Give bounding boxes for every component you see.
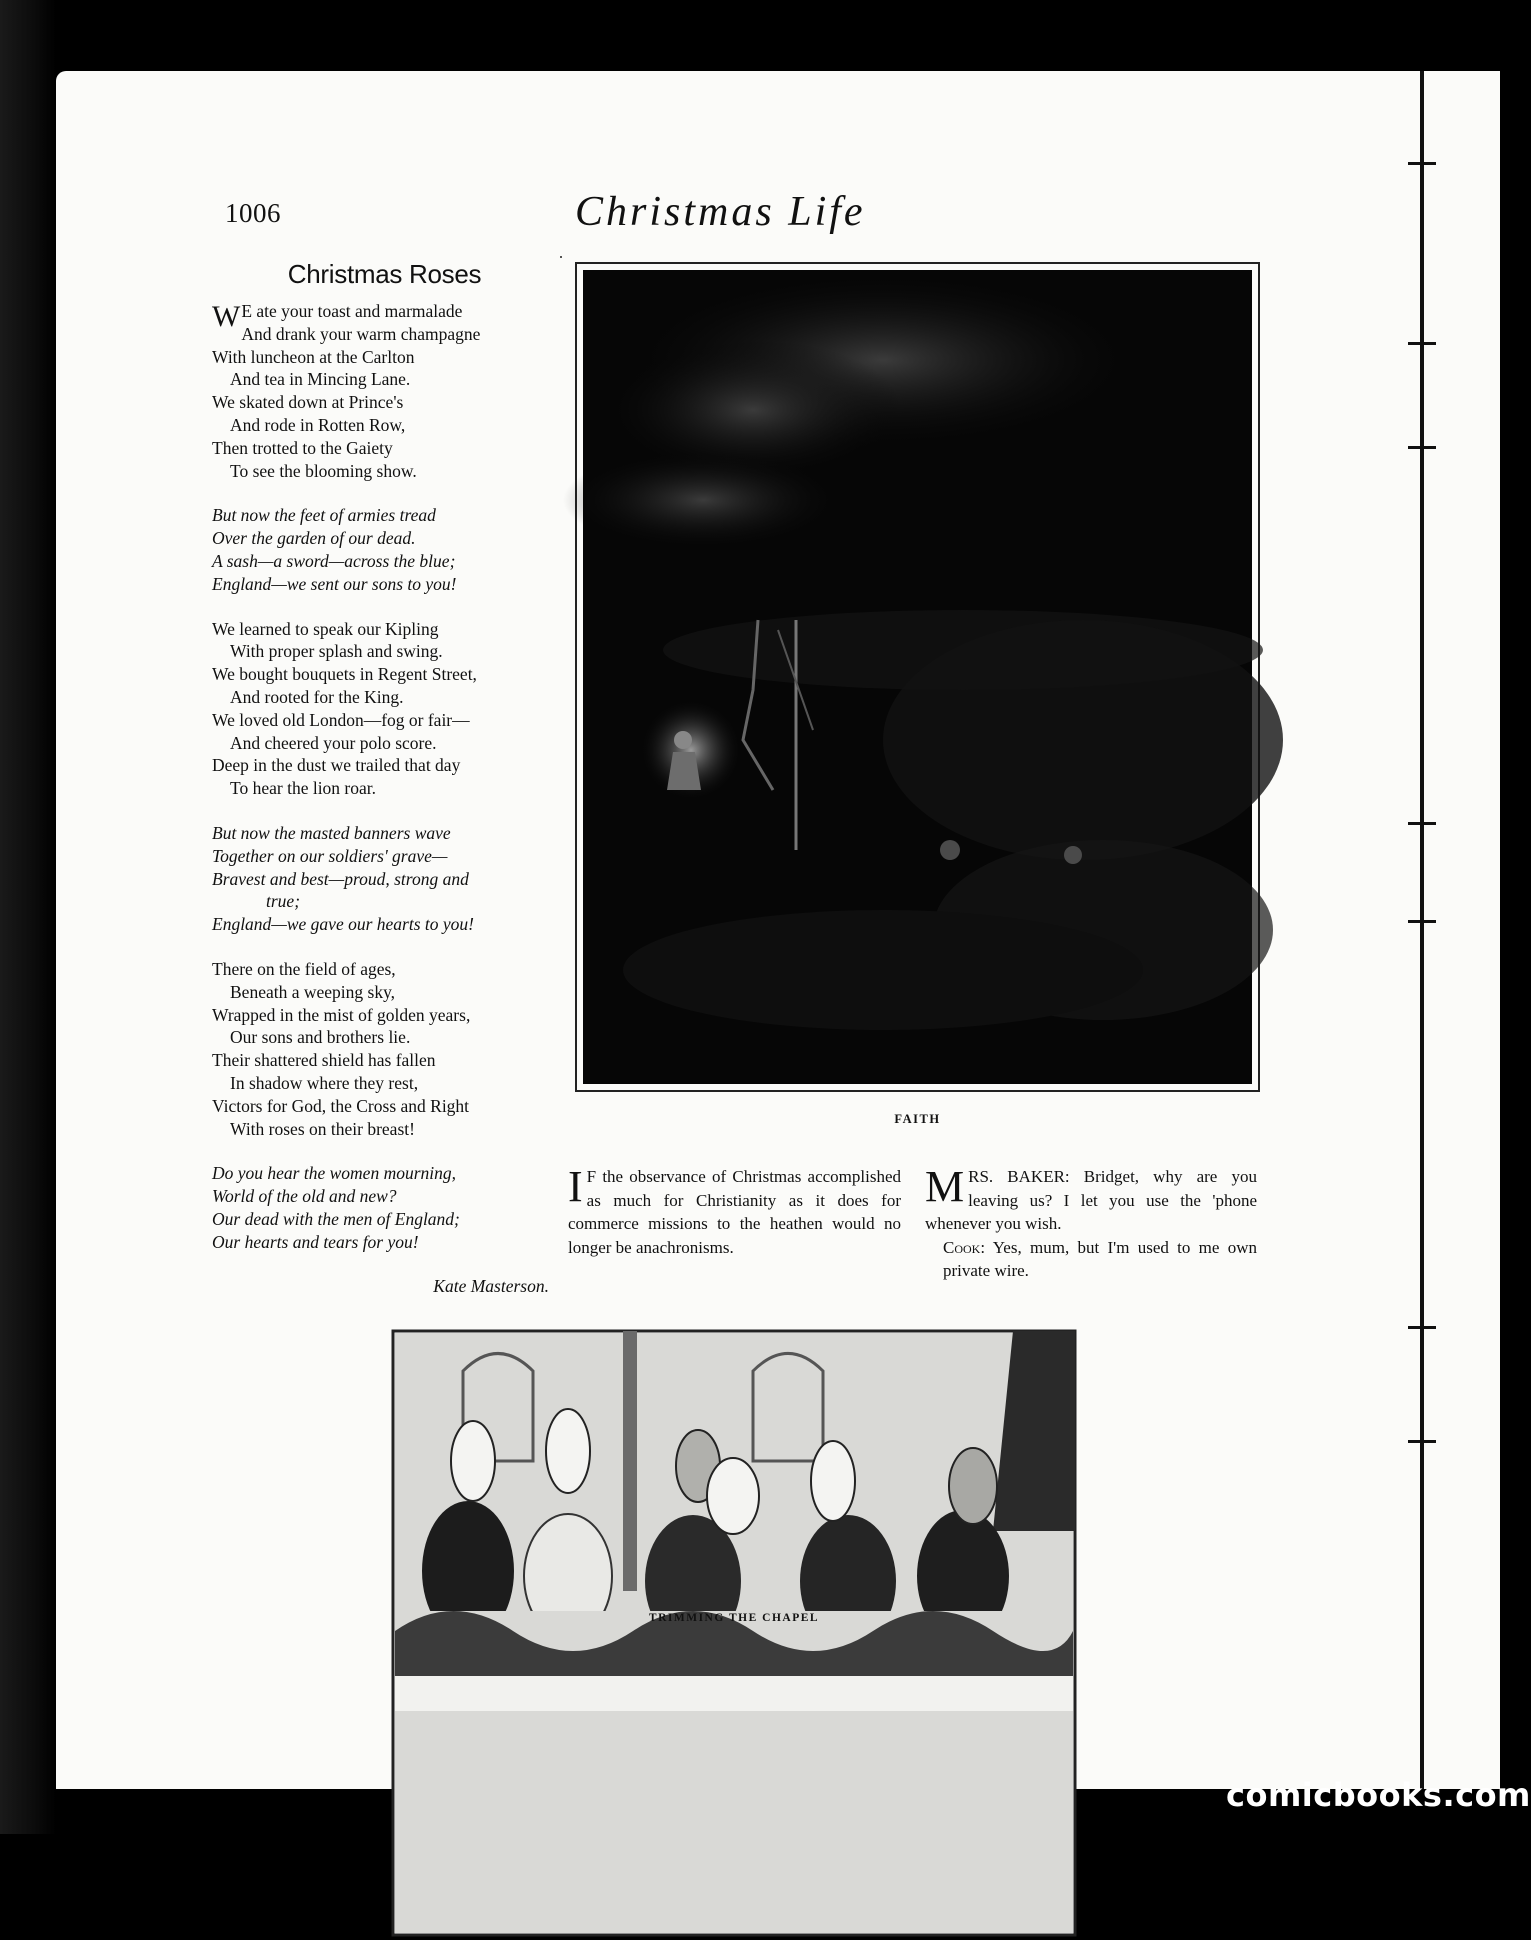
poem-line-text: Do you hear the women mourning, bbox=[212, 1163, 457, 1184]
trimming-chapel-illustration bbox=[393, 1331, 1075, 1935]
poem-line bbox=[212, 822, 557, 845]
poem-line-text: We loved old London—fog or fair— bbox=[212, 709, 470, 730]
poem-christmas-roses bbox=[212, 258, 557, 1298]
poem-line bbox=[212, 845, 557, 868]
poem-line bbox=[212, 550, 557, 573]
binding-stitch bbox=[1408, 822, 1436, 825]
poem-line bbox=[212, 1072, 557, 1095]
binding-thread bbox=[1420, 71, 1424, 1789]
poem-dropcap: W bbox=[212, 300, 241, 333]
poem-line bbox=[212, 527, 557, 550]
poem-line bbox=[212, 890, 557, 913]
poem-line-text: We bought bouquets in Regent Street, bbox=[212, 664, 477, 685]
binding-stitch bbox=[1408, 1440, 1436, 1443]
poem-line-text: true; bbox=[266, 891, 301, 912]
poem-line bbox=[212, 709, 557, 732]
binding-stitch bbox=[1408, 162, 1436, 165]
scan-edge-left bbox=[0, 0, 56, 1834]
poem-line-text: A sash—a sword—across the blue; bbox=[212, 550, 456, 571]
dropcap: M bbox=[925, 1162, 965, 1211]
binding-stitch bbox=[1408, 1326, 1436, 1329]
poem-line-text: Then trotted to the Gaiety bbox=[212, 437, 393, 458]
poem-line bbox=[212, 460, 557, 483]
poem-line-text: With luncheon at the Carlton bbox=[212, 346, 415, 367]
poem-line bbox=[212, 981, 557, 1004]
poem-line-text: Victors for God, the Cross and Right bbox=[212, 1095, 470, 1116]
poem-line bbox=[212, 958, 557, 981]
poem-line bbox=[212, 1185, 557, 1208]
poem-line bbox=[212, 323, 557, 346]
poem-line-text: Over the garden of our dead. bbox=[212, 528, 416, 549]
poem-line-text: And tea in Mincing Lane. bbox=[230, 369, 411, 390]
magazine-title: Christmas Life bbox=[575, 189, 866, 235]
poem-line-text: And rode in Rotten Row, bbox=[230, 414, 406, 435]
poem-line-text: With roses on their breast! bbox=[230, 1118, 415, 1139]
poem-line bbox=[212, 1231, 557, 1254]
poem-line-text: Our hearts and tears for you! bbox=[212, 1231, 419, 1252]
poem-line-text: There on the field of ages, bbox=[212, 958, 396, 979]
poem-line-text: To hear the lion roar. bbox=[230, 778, 377, 799]
poem-line-text: And rooted for the King. bbox=[230, 686, 404, 707]
poem-line bbox=[212, 732, 557, 755]
poem-line-text: Our sons and brothers lie. bbox=[230, 1027, 411, 1048]
poem-line-text: Deep in the dust we trailed that day bbox=[212, 755, 461, 776]
poem-stanza bbox=[212, 504, 557, 595]
poem-line bbox=[212, 391, 557, 414]
telephone-joke bbox=[925, 1162, 1257, 1283]
poem-line-text: Bravest and best—proud, strong and bbox=[212, 868, 469, 889]
poem-line-text: Wrapped in the mist of golden years, bbox=[212, 1004, 471, 1025]
poem-stanza bbox=[212, 300, 557, 482]
dialogue-line-1: RS. BAKER: Bridget, why are you leaving us? I let you use the 'phone whenever you wish. bbox=[925, 1167, 1257, 1234]
poem-line bbox=[212, 300, 557, 333]
poem-line-text: E ate your toast and marmalade bbox=[241, 301, 463, 321]
poem-line-text: But now the masted banners wave bbox=[212, 822, 451, 843]
poem-stanza bbox=[212, 1162, 557, 1253]
poem-line bbox=[212, 1026, 557, 1049]
poem-line-text: We learned to speak our Kipling bbox=[212, 618, 439, 639]
print-speck bbox=[560, 256, 562, 258]
poem-line bbox=[212, 368, 557, 391]
poem-line bbox=[212, 1118, 557, 1141]
poem-line bbox=[212, 686, 557, 709]
poem-line bbox=[212, 437, 557, 460]
binding-stitch bbox=[1408, 920, 1436, 923]
poem-line-text: And drank your warm champagne bbox=[241, 323, 481, 344]
chapel-caption: TRIMMING THE CHAPEL bbox=[648, 1612, 820, 1624]
poem-line-text: Their shattered shield has fallen bbox=[212, 1050, 436, 1071]
poem-title: Christmas Roses bbox=[287, 259, 482, 289]
poem-stanza bbox=[212, 822, 557, 936]
poem-line-text: To see the blooming show. bbox=[230, 460, 417, 481]
dropcap: I bbox=[568, 1162, 583, 1211]
christmas-commerce-paragraph bbox=[568, 1162, 901, 1259]
poem-author: Kate Masterson. bbox=[433, 1276, 549, 1297]
faith-illustration-frame bbox=[575, 262, 1260, 1092]
poem-line bbox=[212, 618, 557, 641]
page-number: 1006 bbox=[225, 198, 281, 228]
poem-stanza bbox=[212, 618, 557, 800]
poem-stanzas bbox=[212, 300, 557, 1253]
faith-illustration bbox=[583, 270, 1252, 1084]
trimming-chapel-art bbox=[393, 1331, 1075, 1935]
poem-line-text: Together on our soldiers' grave— bbox=[212, 845, 448, 866]
poem-stanza bbox=[212, 958, 557, 1140]
paragraph-text: F the observance of Christmas accomplished as much for Christianity as it does for commerce missions to the heathen would no longer be anachronisms. bbox=[568, 1167, 901, 1257]
poem-line-text: World of the old and new? bbox=[212, 1186, 397, 1207]
binding-stitch bbox=[1408, 446, 1436, 449]
poem-line bbox=[212, 1004, 557, 1027]
binding-margin bbox=[1414, 71, 1500, 1789]
dialogue-speaker: Cook bbox=[943, 1237, 981, 1257]
poem-line bbox=[212, 1208, 557, 1231]
watermark: comicbooks.com bbox=[1226, 1776, 1531, 1814]
dialogue-line-2: : Yes, mum, but I'm used to me own private wire. bbox=[943, 1237, 1257, 1281]
poem-line bbox=[212, 754, 557, 777]
poem-line bbox=[212, 640, 557, 663]
poem-line bbox=[212, 1095, 557, 1118]
poem-line bbox=[212, 504, 557, 527]
poem-line bbox=[212, 663, 557, 686]
poem-line-text: With proper splash and swing. bbox=[230, 641, 443, 662]
poem-line bbox=[212, 414, 557, 437]
poem-line bbox=[212, 1049, 557, 1072]
binding-stitch bbox=[1408, 342, 1436, 345]
poem-line-text: England—we gave our hearts to you! bbox=[212, 914, 474, 935]
poem-line bbox=[212, 777, 557, 800]
poem-line-text: In shadow where they rest, bbox=[230, 1072, 419, 1093]
poem-line bbox=[212, 913, 557, 936]
poem-line bbox=[212, 573, 557, 596]
faith-caption: FAITH bbox=[894, 1112, 941, 1126]
poem-line-text: But now the feet of armies tread bbox=[212, 505, 436, 526]
poem-line bbox=[212, 346, 557, 369]
poem-line bbox=[212, 868, 557, 891]
poem-line bbox=[212, 1162, 557, 1185]
faith-illustration-art bbox=[583, 270, 1252, 1084]
poem-line-text: Beneath a weeping sky, bbox=[230, 981, 396, 1002]
poem-line-text: Our dead with the men of England; bbox=[212, 1208, 460, 1229]
poem-line-text: And cheered your polo score. bbox=[230, 732, 437, 753]
poem-line-text: England—we sent our sons to you! bbox=[212, 573, 457, 594]
poem-line-text: We skated down at Prince's bbox=[212, 392, 404, 413]
